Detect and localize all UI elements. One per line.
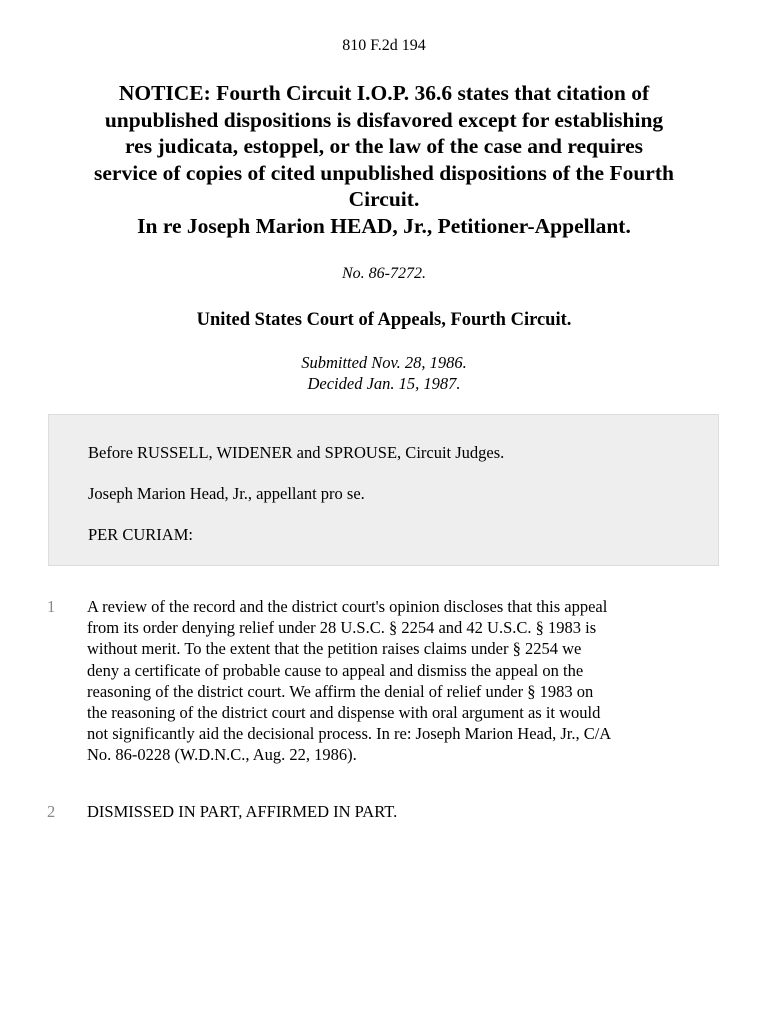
- reporter-citation: 810 F.2d 194: [342, 37, 426, 54]
- appellant-line: Joseph Marion Head, Jr., appellant pro se.: [88, 484, 365, 503]
- paragraph-line: not significantly aid the decisional process. In re: Joseph Marion Head, Jr., C/A: [87, 724, 612, 744]
- case-dates: [0, 352, 768, 394]
- title-line: res judicata, estoppel, or the law of the case and requires: [125, 134, 643, 158]
- paragraph-text: [87, 801, 742, 822]
- decided-date: Decided Jan. 15, 1987.: [307, 374, 461, 393]
- title-line: In re Joseph Marion HEAD, Jr., Petitioner-Appellant.: [137, 213, 631, 238]
- paragraph-text: [87, 596, 742, 766]
- case-title: [30, 80, 738, 239]
- judges-line: Before RUSSELL, WIDENER and SPROUSE, Circuit Judges.: [88, 443, 505, 462]
- paragraph-line: No. 86-0228 (W.D.N.C., Aug. 22, 1986).: [87, 745, 357, 765]
- court-name: United States Court of Appeals, Fourth Circuit.: [196, 310, 572, 330]
- paragraph-number: 1: [47, 597, 56, 616]
- title-line: Circuit.: [348, 187, 420, 211]
- paragraph-line: the reasoning of the district court and dispense with oral argument as it would: [87, 703, 601, 723]
- paragraph-line: reasoning of the district court. We affirm the denial of relief under § 1983 on: [87, 681, 594, 701]
- docket-number: No. 86-7272.: [342, 265, 426, 282]
- title-line: unpublished dispositions is disfavored except for establishing: [104, 107, 664, 132]
- paragraph-line: deny a certificate of probable cause to appeal and dismiss the appeal on the: [87, 660, 584, 680]
- paragraph-number: 2: [47, 802, 56, 821]
- title-line: service of copies of cited unpublished dispositions of the Fourth: [94, 160, 674, 185]
- judges-panel: [48, 414, 719, 566]
- paragraph-line: without merit. To the extent that the petition raises claims under § 2254 we: [87, 639, 582, 659]
- per-curiam-line: PER CURIAM:: [88, 525, 193, 544]
- paragraph-line: A review of the record and the district court's opinion discloses that this appeal: [87, 597, 608, 616]
- paragraph-line: from its order denying relief under 28 U.S.C. § 2254 and 42 U.S.C. § 1983 is: [87, 618, 597, 638]
- title-line: NOTICE: Fourth Circuit I.O.P. 36.6 states that citation of: [118, 81, 650, 105]
- submitted-date: Submitted Nov. 28, 1986.: [301, 353, 467, 372]
- paragraph-line: DISMISSED IN PART, AFFIRMED IN PART.: [87, 802, 398, 821]
